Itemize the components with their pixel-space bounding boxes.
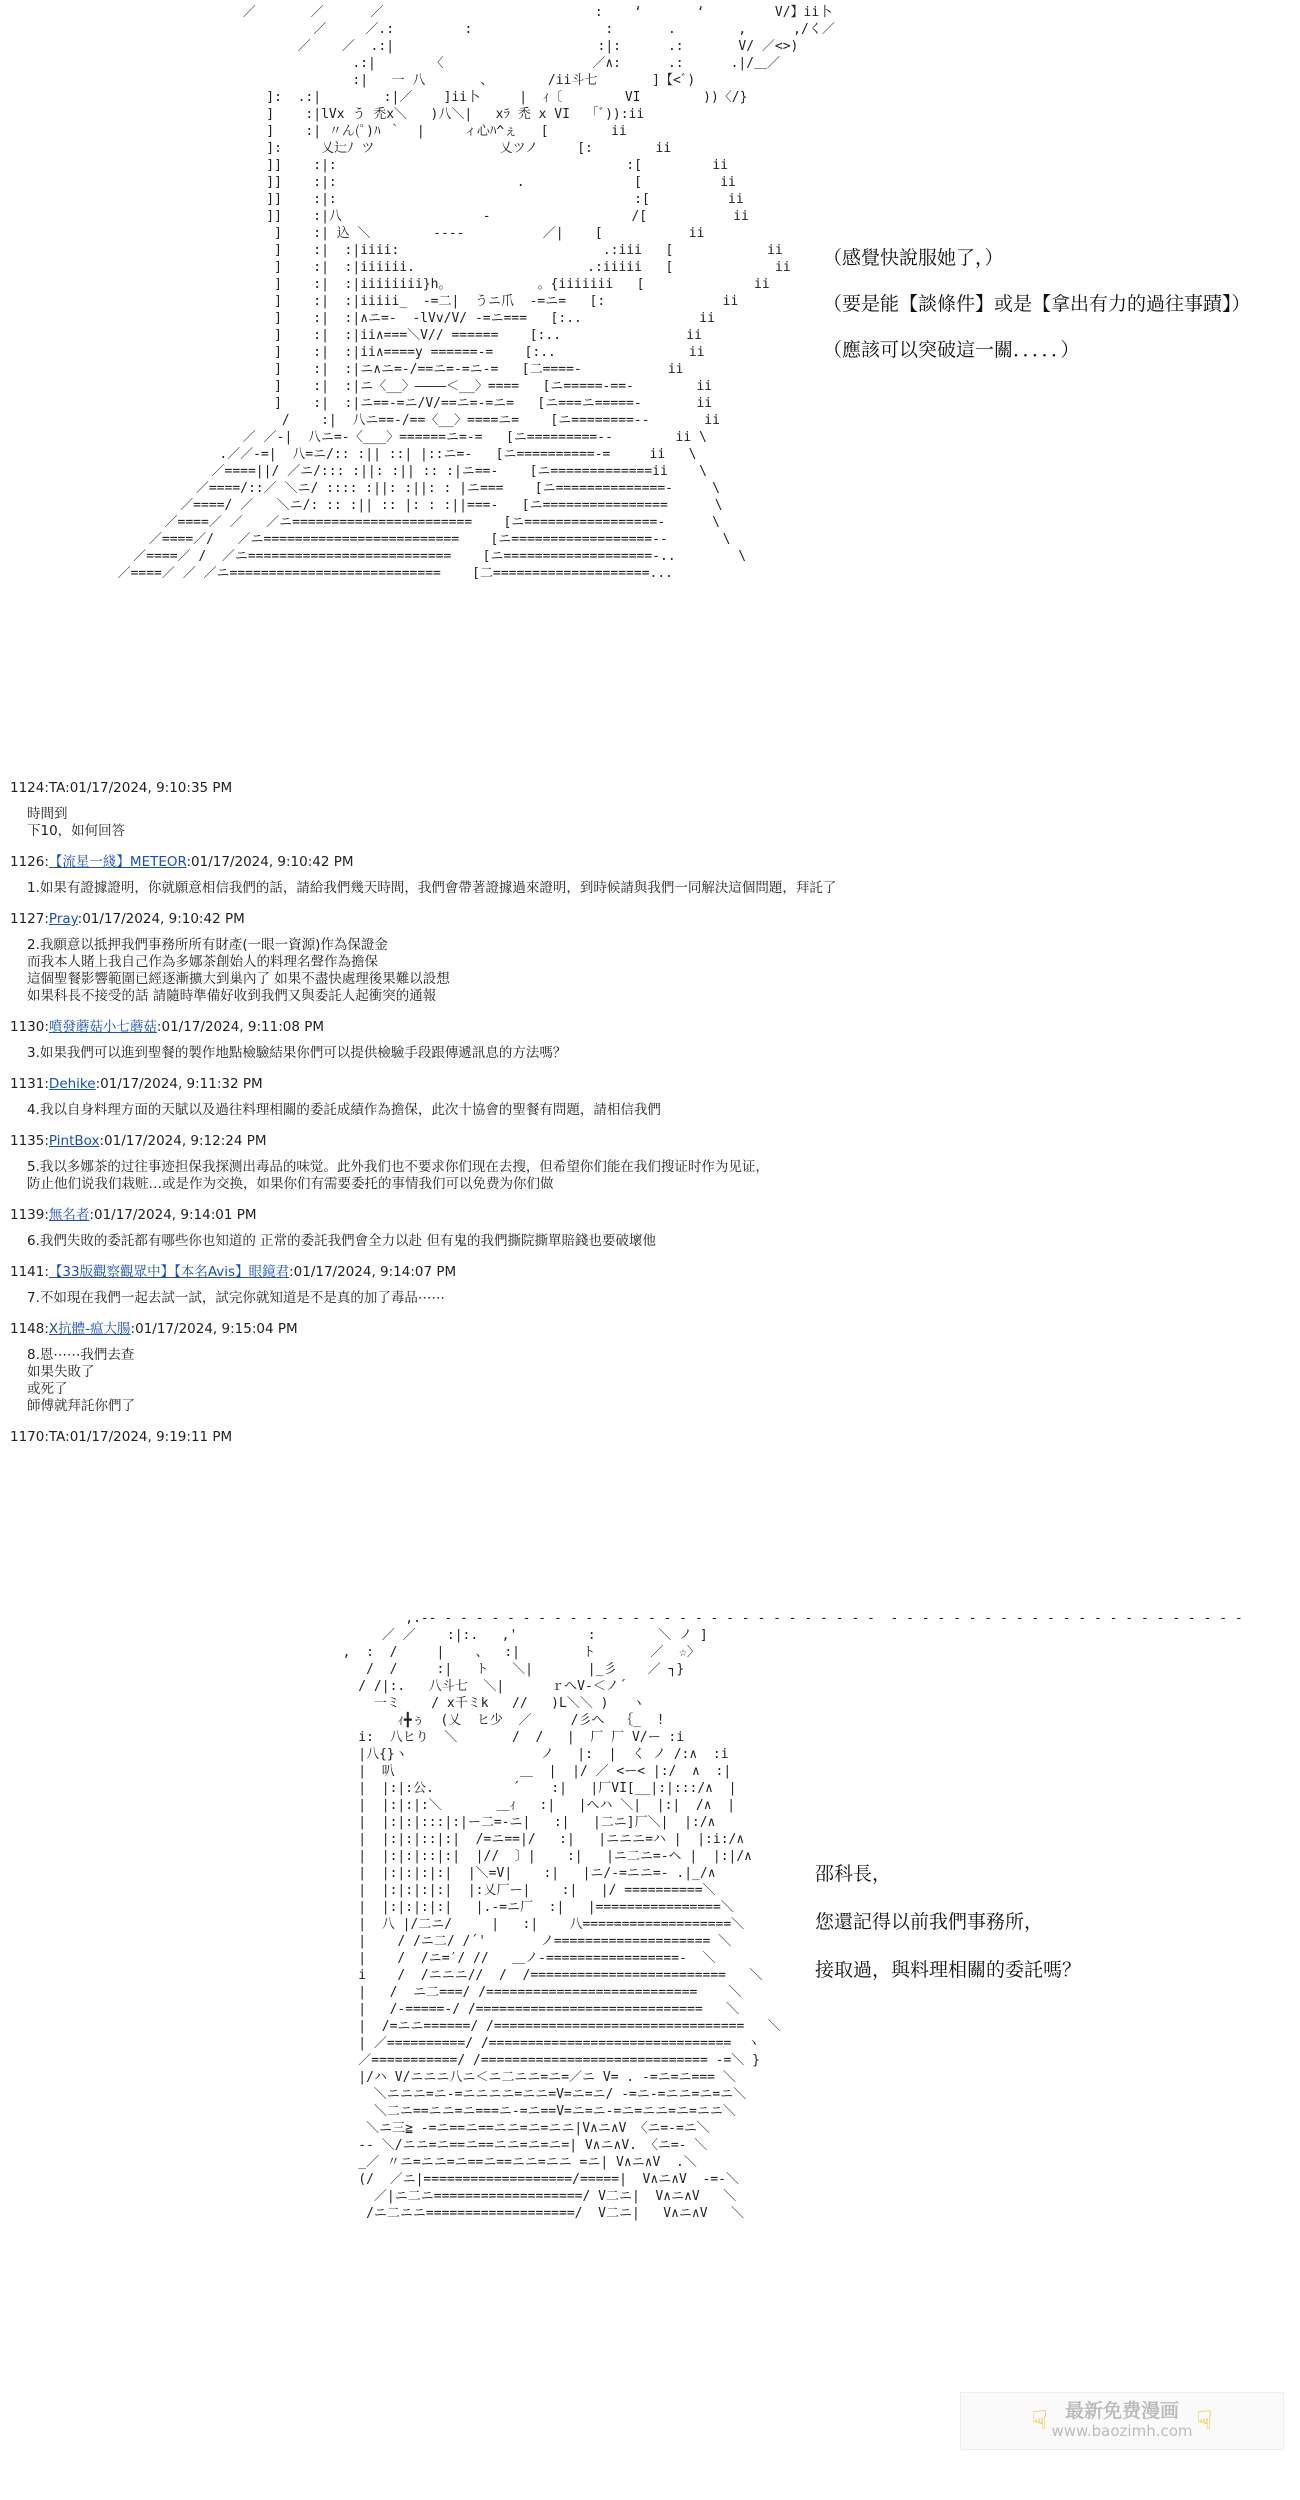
top-dialogue-line: （應該可以突破這一關．．．．．）	[823, 339, 1080, 361]
post-header: 1124:TA:01/17/2024, 9:10:35 PM	[10, 780, 233, 796]
post-body	[10, 1045, 1280, 1062]
post-body	[10, 1290, 1280, 1307]
post	[10, 1017, 1280, 1062]
post-number: 1135	[10, 1133, 45, 1149]
post	[10, 1205, 1280, 1250]
post-timestamp: 01/17/2024, 9:15:04 PM	[135, 1321, 298, 1337]
bottom-dialogue	[815, 1850, 1081, 1994]
post-line: 7.不如現在我們一起去試一試，試完你就知道是不是真的加了毒品⋯⋯	[27, 1290, 445, 1306]
post-line: 或死了	[27, 1381, 68, 1397]
post-author[interactable]: X抗體-瘟大腸	[48, 1321, 131, 1337]
post-line: 4.我以自身料理方面的天賦以及過往料理相關的委託成績作為擔保，此次十協會的聖餐有問題，請相信我們	[27, 1102, 661, 1118]
top-dialogue-line: （要是能【談條件】或是【拿出有力的過往事蹟】）	[823, 293, 1251, 315]
watermark	[960, 2392, 1284, 2450]
post-author[interactable]: Pray	[48, 911, 78, 927]
post-author[interactable]: 【流星一綫】METEOR	[48, 854, 187, 870]
post-line: 8.恩⋯⋯我們去查	[27, 1347, 135, 1363]
pointing-hand-icon: ☟	[1031, 2406, 1048, 2436]
post-timestamp: 01/17/2024, 9:10:42 PM	[191, 854, 354, 870]
post-number: 1139	[10, 1207, 45, 1223]
top-dialogue-line: （感覺快說服她了，）	[823, 247, 1004, 269]
post-author[interactable]: 噴發蘑菇小七蘑菇	[48, 1019, 157, 1035]
post-line: 下10，如何回答	[27, 823, 126, 839]
top-dialogue	[823, 235, 1251, 373]
post-number: 1170	[10, 1429, 45, 1445]
bottom-dialogue-line: 您還記得以前我們事務所，	[815, 1911, 1044, 1933]
post-body	[10, 1233, 1280, 1250]
post-header: 1148:X抗體-瘟大腸:01/17/2024, 9:15:04 PM	[10, 1321, 298, 1337]
post-header: 1139:無名者:01/17/2024, 9:14:01 PM	[10, 1207, 257, 1223]
bottom-dialogue-line: 接取過，與料理相關的委託嗎？	[815, 1959, 1082, 1981]
post	[10, 1427, 1280, 1447]
post-timestamp: 01/17/2024, 9:10:35 PM	[69, 780, 233, 796]
post-line: 1.如果有證據證明，你就願意相信我們的話，請給我們幾天時間，我們會帶著證據過來證明，到時候請與我們一同解決這個問題，拜託了	[27, 880, 837, 896]
post-timestamp: 01/17/2024, 9:10:42 PM	[82, 911, 245, 927]
watermark-title: 最新免费漫画	[1064, 2400, 1179, 2422]
post-number: 1124	[10, 780, 45, 796]
post-header: 1135:PintBox:01/17/2024, 9:12:24 PM	[10, 1133, 267, 1149]
post-body	[10, 1347, 1280, 1415]
post-body	[10, 880, 1280, 897]
post-line: 如果科長不接受的話 請隨時準備好收到我們又與委託人起衝突的通報	[27, 988, 437, 1004]
post-header: 1170:TA:01/17/2024, 9:19:11 PM	[10, 1429, 233, 1445]
post	[10, 909, 1280, 1005]
post-body	[10, 1102, 1280, 1119]
post	[10, 1131, 1280, 1193]
thread	[10, 778, 1280, 1447]
post	[10, 778, 1280, 840]
post-line: 6.我們失敗的委託都有哪些你也知道的 正常的委託我們會全力以赴 但有鬼的我們撕院撕單賠錢也要破壞他	[27, 1233, 656, 1249]
post-header: 1141:【33版觀察觀眾中】【本名Avis】眼鏡君:01/17/2024, 9:14:07 PM	[10, 1264, 457, 1280]
post-timestamp: 01/17/2024, 9:12:24 PM	[104, 1133, 267, 1149]
post-timestamp: 01/17/2024, 9:14:07 PM	[293, 1264, 457, 1280]
top-ascii-art: ／ ／ ／ : ‘ ‘ V/】ii卜 ／ ／.: : : . , ,/く／ ／ ／ .:| :|: .: V/ ／<>) .:| 〈 ／∧: .: .|/＿／ :| 一 八 、 /ii斗七 ]【<ﾞ) ]: .:| :|／ ]ii卜 | ｨ〔 VI ))〈/} ] :|lVx う 禿x＼ )八＼| xﾗ 禿 x VI 「ﾞ)):ii ] :| 〃ん(ﾟ)ﾊ ｀ | ィ心ﾊ^ぇ [ ii ]: 乂辷ﾉ ツ 乂ツノ [: ii ]] :|: :[ ii ]] :|: . [ ii ]] :|: :[ ii ]] :|八 ‐ /[ ii ] :| 込 ＼ ‐‐‐‐ ／| [ ii ] :| :|iiii: .:iii [ ii ] :| :|iiiiii. .:iiiii [ ii ] :| :|iiiiiiii}h。 。{iiiiiii [ ii ] :| :|iiiii_ ‐=二| うニ爪 ‐=ニ= [: ii ] :| :|∧ニ=‐ -lVv/V/ ‐=ニ=== [:.. ii ] :| :|ii∧===＼V// ====== [:.. ii ] :| :|ii∧====y ======‐= [:.. ii ] :| :|ニ∧ニ=-/==ニ=‐=ニ-= [二====- ii ] :| :|ニ〈__〉――――＜__〉==== [ニ=====‐==‐ ii ] :| :|ニ==‐=ニ/V/==ニ=‐=ニ= [ニ===ニ=====‐ ii / :| 八ニ==‐/==〈__〉====ニ= [ニ========‐‐ ii ／ ／‐| 八ニ=‐〈___〉======ニ=‐= [ニ=========‐‐ ii \ .／／‐=| 八=ニ/:: :|| ::| |::ニ=‐ [ニ==========‐= ii \ ／====||/ ／ニ/::: :||: :|| :: :|ニ==‐ [ニ=============ii \ ／====/::／ ＼ニ/ :::: :||: :||: : |ニ=== [ニ==============‐ \ ／====/ ／ ＼ニ/: :: :|| :: |: : :||===‐ [ニ================ \ ／====／ ／ ／ニ======================= [ニ=================‐ \ ／====／/ ／ニ========================= [ニ==================‐‐ \ ／====／ / ／ニ========================== [ニ===================-.. \ ／====／ ／ ／ニ=========================== [二====================...	[117, 5, 835, 581]
post-line: 這個聖餐影響範圍已經逐漸擴大到巢內了 如果不盡快處理後果難以設想	[27, 971, 450, 987]
post	[10, 852, 1280, 897]
post-header: 1130:噴發蘑菇小七蘑菇:01/17/2024, 9:11:08 PM	[10, 1019, 324, 1035]
post-number: 1130	[10, 1019, 45, 1035]
post-author[interactable]: PintBox	[48, 1133, 100, 1149]
post-timestamp: 01/17/2024, 9:11:08 PM	[161, 1019, 324, 1035]
post-line: 時間到	[27, 806, 68, 822]
post-header: 1131:Dehike:01/17/2024, 9:11:32 PM	[10, 1076, 263, 1092]
post-timestamp: 01/17/2024, 9:19:11 PM	[69, 1429, 233, 1445]
watermark-url: www.baozimh.com	[1051, 2422, 1193, 2440]
post-body	[10, 1159, 1280, 1193]
post-number: 1148	[10, 1321, 45, 1337]
post-author: TA	[48, 1429, 66, 1445]
post-body	[10, 806, 1280, 840]
post-line: 如果失敗了	[27, 1364, 95, 1380]
post	[10, 1319, 1280, 1415]
post-number: 1126	[10, 854, 45, 870]
post-number: 1127	[10, 911, 45, 927]
post-body	[10, 937, 1280, 1005]
bottom-dialogue-line: 邵科長，	[815, 1863, 892, 1885]
post-line: 3.如果我們可以進到聖餐的製作地點檢驗結果你們可以提供檢驗手段跟傳遞訊息的方法嗎？	[27, 1045, 567, 1061]
post-author[interactable]: 【33版觀察觀眾中】【本名Avis】眼鏡君	[48, 1264, 290, 1280]
post-timestamp: 01/17/2024, 9:11:32 PM	[100, 1076, 263, 1092]
post-author: TA	[48, 780, 66, 796]
post	[10, 1262, 1280, 1307]
post-line: 防止他们说我们栽赃…或是作为交换，如果你们有需要委托的事情我们可以免费为你们做	[27, 1176, 554, 1192]
post-number: 1131	[10, 1076, 45, 1092]
pointing-hand-icon: ☟	[1196, 2406, 1213, 2436]
post-line: 而我本人賭上我自己作為多娜茶創始人的料理名聲作為擔保	[27, 954, 378, 970]
post-line: 師傅就拜託你們了	[27, 1398, 135, 1414]
post-header: 1126:【流星一綫】METEOR:01/17/2024, 9:10:42 PM	[10, 854, 354, 870]
post-number: 1141	[10, 1264, 45, 1280]
post-timestamp: 01/17/2024, 9:14:01 PM	[93, 1207, 257, 1223]
bottom-ascii-art: ,.-‐ ‐ ‐ ‐ ‐ ‐ ‐ ‐ ‐ ‐ ‐ ‐ ‐ ‐ ‐ ‐ ‐ ‐ ‐ ‐ ‐ ‐ ‐ ‐ ‐ ‐ ‐ ‐ ‐ ‐ ‐ ‐ ‐ ‐ ‐ ‐ ‐ ‐ ‐ ‐ ‐ ‐ ‐ ‐ ‐ ‐ ‐ ‐ ‐ ‐ ‐ ‐ ／ ／ :|:. ,' : ＼ ノ ] , : / | 、 :| ト ／ ☆〉 / / :| ト ＼| |_彡 ／ ┐} / /|:. 八斗七 ＼| ｒへV-＜ノ´ 一ミ / x千ミk // )L＼＼ ) ヽ ｨ╋ぅ (乂 ヒ少 ／ /彡へ ｛_ ! i: 八ヒり ＼ / / | 厂 厂 V/ー :i |八{}ヽ ノ |: | く ノ /:∧ :i | 叭 ＿ | |/ ／ <ー< |:/ ∧ :| | |:|:公. ´ :| |厂VI[__|:|:::/∧ | | |:|:|:＼ ＿ｨ :| |へハ ＼| |:| /∧ | | |:|:|:::|:|ー二=‐ニ| :| |二ニ]厂＼| |:/∧ | |:|:|::|:| /=ニ==|/ :| |ニニニ=ハ | |:i:/∧ | |:|:|::|:| |// 〕| :| |ニ二ニ=-ヘ | |:|/∧ | |:|:|:|:| |＼=V| :| |ニ/‐=ニニ=‐ .|_/∧ | |:|:|:|:| |:乂厂ー| :| |/ ==========＼ | |:|:|:|:| |.‐=ニ厂 :| |================＼ | 八 |/二ニ/ | :| 八===================＼ | / /ニ二/ /´' ノ==================== ＼ | / /ニ=′/ // ＿ノ‐=================- ＼ i / /ニニニ// / /========================= ＼ | / ニ二===/ /=========================== ＼ | /‐=====-/ /============================= ＼ | /=ニニ======/ /================================ ＼ | ／==========/ /=============================== ヽ ／===========/ /============================= ‐=＼ } |/ハ V/ニニニ八ニ＜ニ二ニニ=ニ=／ニ V= . ‐=ニ=ニ=== ＼ ＼ニニニ=ニ‐=ニニニニ=ニニ=V=ニ=ニ/ ‐=ニ‐=ニニ=ニ=ニ＼ ＼二ニ==ニニ=ニ===ニ‐=ニ==V=ニ=ニ‐=ニ=ニニ=ニ=ニニ＼ ＼ニ三≧ ‐=ニ==ニ==ニニ=ニ=ニニ|V∧ニ∧V 〈ニ=‐=ニ＼ -‐ ＼/ニニ=ニ==ニ==ニニ=ニ=ニ=| V∧ニ∧V. 〈ニ=‐ ＼ _／ 〃ニ=ニニ=ニ==ニ==ニニ=ニニ =ニ| V∧ニ∧V .＼ (/ ／ニ|===================/=====| V∧ニ∧V ‐=‐＼ ／|ニ二ニ===================/ V二ニ| V∧ニ∧V ＼ /ニ二ニニ===================/ V二ニ| V∧ニ∧V ＼	[342, 1611, 1243, 2221]
post-line: 5.我以多娜茶的过往事迹担保我探测出毒品的味觉。此外我们也不要求你们现在去搜，但希望你们能在我们搜证时作为见证，	[27, 1159, 769, 1175]
post	[10, 1074, 1280, 1119]
post-line: 2.我願意以抵押我們事務所所有財產(一眼一資源)作為保證金	[27, 937, 388, 953]
post-author[interactable]: Dehike	[48, 1076, 96, 1092]
post-header: 1127:Pray:01/17/2024, 9:10:42 PM	[10, 911, 245, 927]
post-author[interactable]: 無名者	[48, 1207, 90, 1223]
